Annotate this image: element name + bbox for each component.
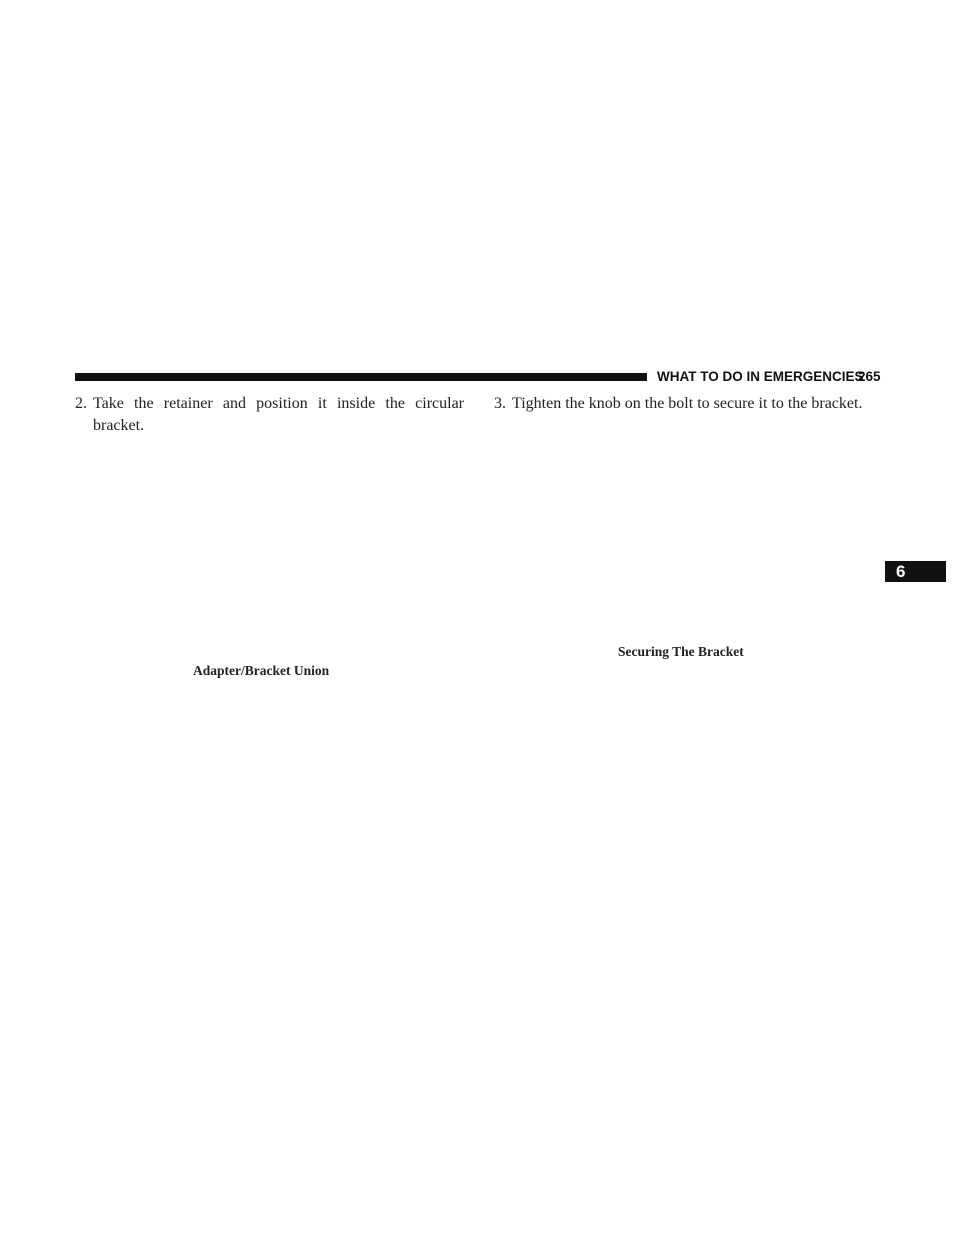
step-2-text: Take the retainer and position it inside the circular <box>93 395 464 412</box>
header-rule <box>75 373 647 381</box>
figure-adapter-bracket-union <box>75 440 464 655</box>
step-3 <box>494 393 894 415</box>
step-2-line-1 <box>75 393 464 415</box>
figure-securing-the-bracket <box>494 420 894 635</box>
figure-caption-adapter-bracket-union: Adapter/Bracket Union <box>193 663 330 678</box>
chapter-tab-number: 6 <box>896 562 906 581</box>
chapter-tab <box>885 561 946 582</box>
page-number: 265 <box>858 369 881 384</box>
step-3-number: 3. <box>494 395 506 412</box>
step-2 <box>75 393 464 437</box>
figure-caption-securing-the-bracket: Securing The Bracket <box>618 644 744 659</box>
step-2-line-2: bracket. <box>93 417 145 434</box>
step-2-number: 2. <box>75 395 87 412</box>
section-title: WHAT TO DO IN EMERGENCIES <box>657 369 864 384</box>
step-3-text: Tighten the knob on the bolt to secure it to the bracket. <box>512 395 863 412</box>
